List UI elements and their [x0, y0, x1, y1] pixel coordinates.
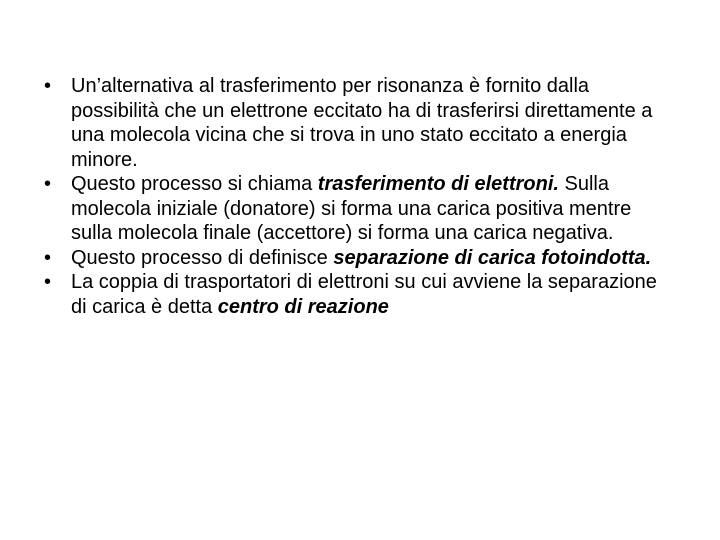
- bullet-marker: •: [44, 271, 52, 293]
- bullet-marker: •: [44, 75, 52, 97]
- bullet-item: [44, 172, 664, 246]
- bullet-marker: •: [44, 246, 52, 269]
- bullet-item: [44, 74, 664, 172]
- emphasized-term: centro di reazione: [217, 295, 389, 318]
- bullet-text: Sulla molecola iniziale (donatore) si forma una carica positiva mentre sulla molecola finale (accettore) si forma una carica negativa.: [71, 173, 632, 244]
- bullet-item: [44, 246, 664, 271]
- bullet-text: Un’alternativa al trasferimento per risonanza è fornito dalla possibilità che un elettrone eccitato ha di trasferirsi direttamente a una molecola vicina che si trova in uno stato eccitato a energia minore.: [71, 75, 653, 171]
- bullet-list: [44, 74, 664, 319]
- bullet-text: La coppia di trasportatori di elettroni su cui avviene la separazione di carica è detta: [71, 271, 657, 318]
- emphasized-term: trasferimento di elettroni.: [317, 173, 559, 195]
- bullet-text: Questo processo si chiama: [71, 173, 318, 195]
- emphasized-term: separazione di carica fotoindotta.: [333, 246, 652, 269]
- bullet-text: Questo processo di definisce: [71, 246, 334, 269]
- bullet-item: [44, 270, 664, 319]
- bullet-marker: •: [44, 173, 52, 195]
